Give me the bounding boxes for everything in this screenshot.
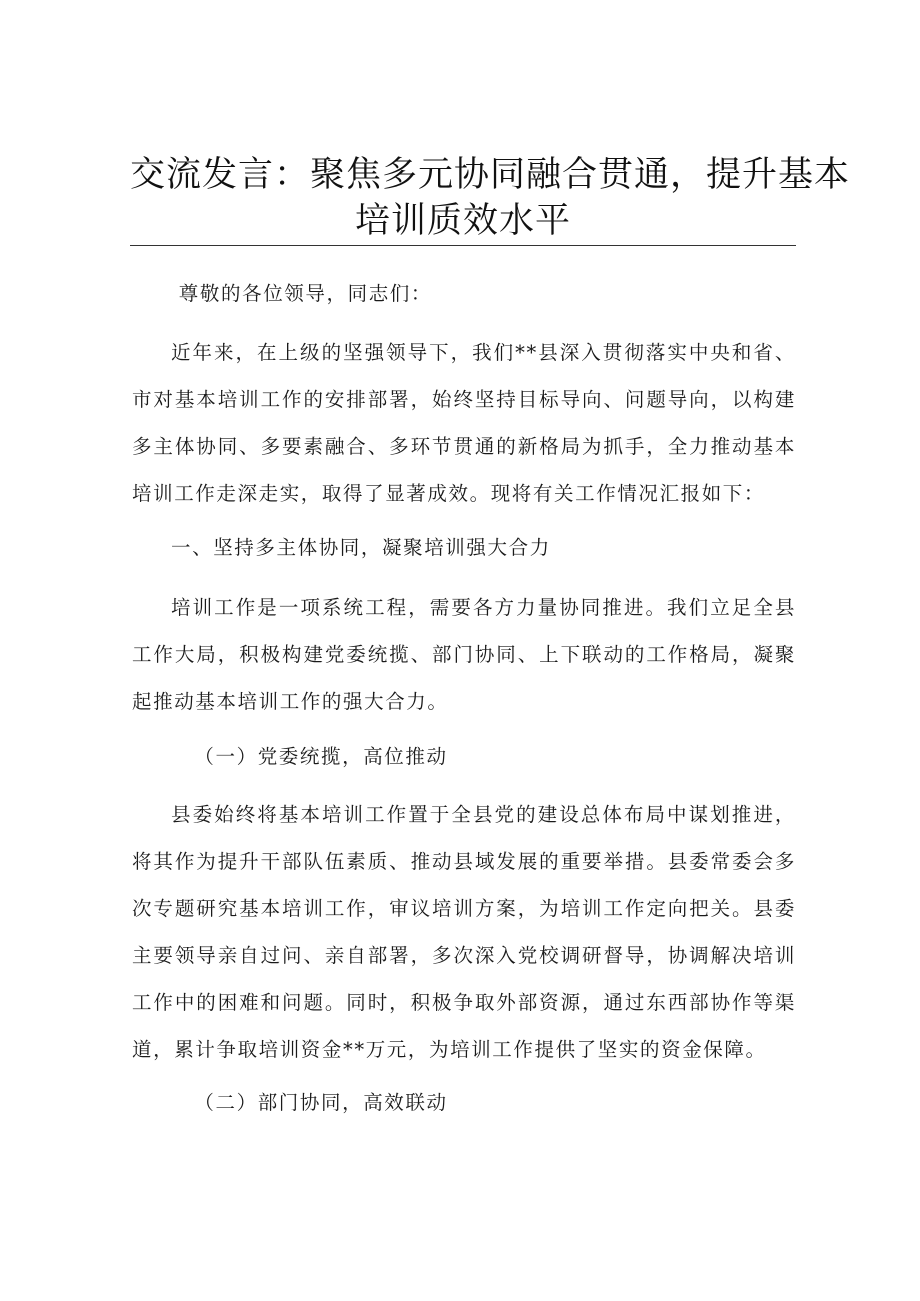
subsection1-heading-block: [132, 733, 796, 780]
salutation-block: [132, 270, 796, 317]
section1-heading-block: [132, 524, 796, 571]
section-1-paragraph: 培训工作是一项系统工程，需要各方力量协同推进。我们立足全县工作大局，积极构建党委统揽、部门协同、上下联动的工作格局，凝聚起推动基本培训工作的强大合力。: [132, 596, 796, 713]
document-title: [130, 152, 851, 244]
salutation: 尊敬的各位领导，同志们：: [178, 282, 432, 305]
intro-paragraph: 近年来，在上级的坚强领导下，我们**县深入贯彻落实中央和省、市对基本培训工作的安排部署，始终坚持目标导向、问题导向，以构建多主体协同、多要素融合、多环节贯通的新格局为抓手，全力推动基本培训工作走深走实，取得了显著成效。现将有关工作情况汇报如下：: [132, 341, 796, 505]
subsection1-paragraph-block: [132, 791, 796, 1073]
intro-block: [132, 329, 796, 517]
subsection-1-heading: （一）党委统揽，高位推动: [194, 745, 448, 768]
title-line-2: 培训质效水平: [354, 201, 571, 241]
subsection2-heading-block: [132, 1079, 796, 1126]
title-line-1: 交流发言：聚焦多元协同融合贯通，提升基本: [130, 155, 851, 195]
section1-paragraph-block: [132, 584, 796, 725]
subsection-1-paragraph: 县委始终将基本培训工作置于全县党的建设总体布局中谋划推进，将其作为提升干部队伍素质、推动县域发展的重要举措。县委常委会多次专题研究基本培训工作，审议培训方案，为培训工作定向把关。县委主要领导亲自过问、亲自部署，多次深入党校调研督导，协调解决培训工作中的困难和问题。同时，积极争取外部资源，通过东西部协作等渠道，累计争取培训资金**万元，为培训工作提供了坚实的资金保障。: [132, 803, 796, 1061]
title-divider: [130, 245, 796, 246]
subsection-2-heading: （二）部门协同，高效联动: [194, 1091, 448, 1114]
section-1-heading: 一、坚持多主体协同，凝聚培训强大合力: [171, 536, 551, 559]
